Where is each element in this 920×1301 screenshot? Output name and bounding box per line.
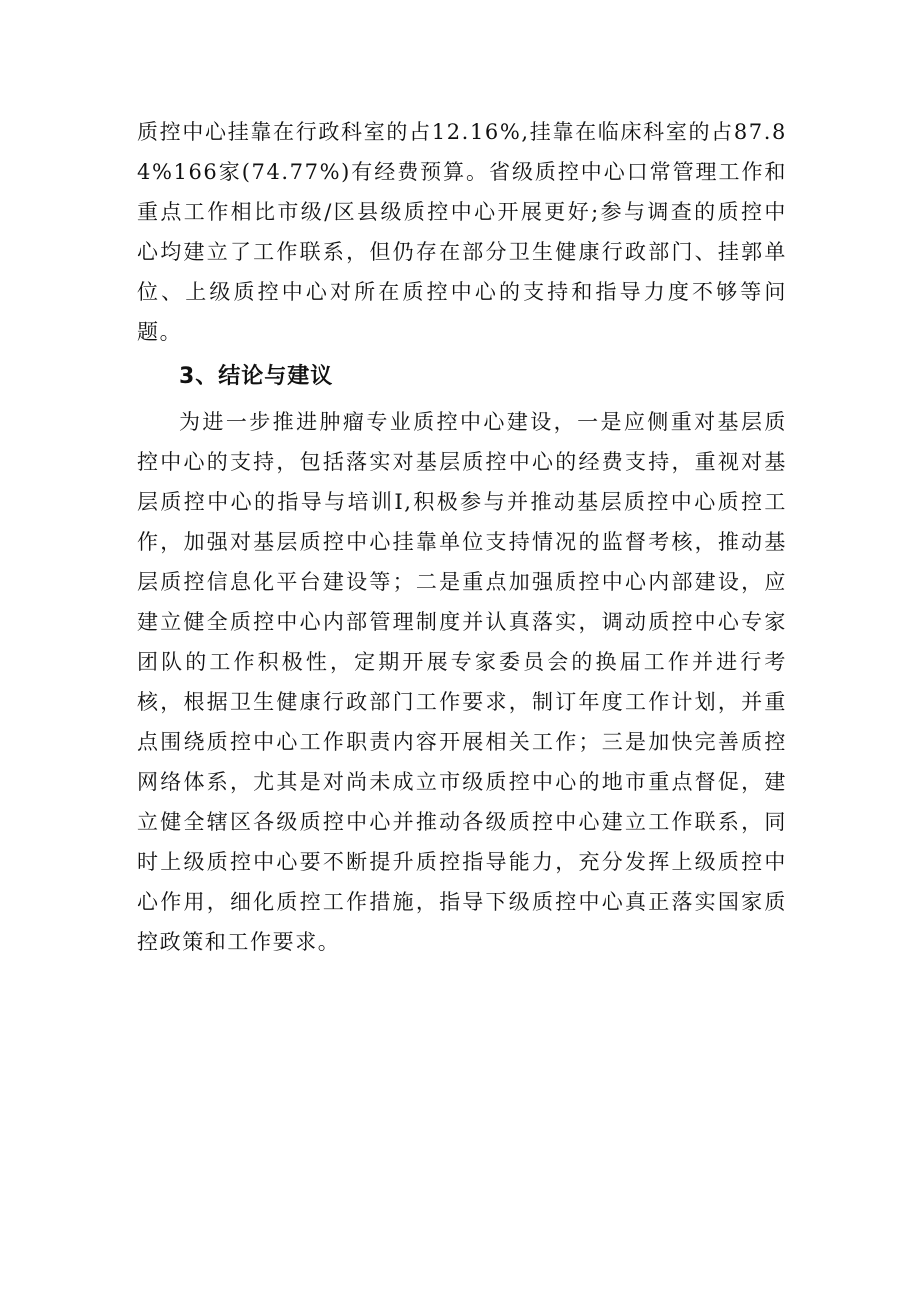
paragraph-conclusion: 为进一步推进肿瘤专业质控中心建设，一是应侧重对基层质控中心的支持，包括落实对基层质控中心的经费支持，重视对基层质控中心的指导与培训I,积极参与并推动基层质控中心质控工作，加强对基层质控中心挂靠单位支持情况的监督考核，推动基层质控信息化平台建设等；二是重点加强质控中心内部建设，应建立健全质控中心内部管理制度并认真落实，调动质控中心专家团队的工作积极性，定期开展专家委员会的换届工作并进行考核，根据卫生健康行政部门工作要求，制订年度工作计划，并重点围绕质控中心工作职责内容开展相关工作；三是加快完善质控网络体系，尤其是对尚未成立市级质控中心的地市重点督促，建立健全辖区各级质控中心并推动各级质控中心建立工作联系，同时上级质控中心要不断提升质控指导能力，充分发挥上级质控中心作用，细化质控工作措施，指导下级质控中心真正落实国家质控政策和工作要求。 (137, 410, 787, 954)
paragraph-continuation: 质控中心挂靠在行政科室的占12.16%,挂靠在临床科室的占87.84%166家(74.77%)有经费预算。省级质控中心口常管理工作和重点工作相比市级/区县级质控中心开展更好;参与调查的质控中心均建立了工作联系，但仍存在部分卫生健康行政部门、挂郭单位、上级质控中心对所在质控中心的支持和指导力度不够等问题。 (137, 120, 787, 344)
section-heading: 3、结论与建议 (179, 364, 334, 389)
document-body (137, 112, 787, 962)
